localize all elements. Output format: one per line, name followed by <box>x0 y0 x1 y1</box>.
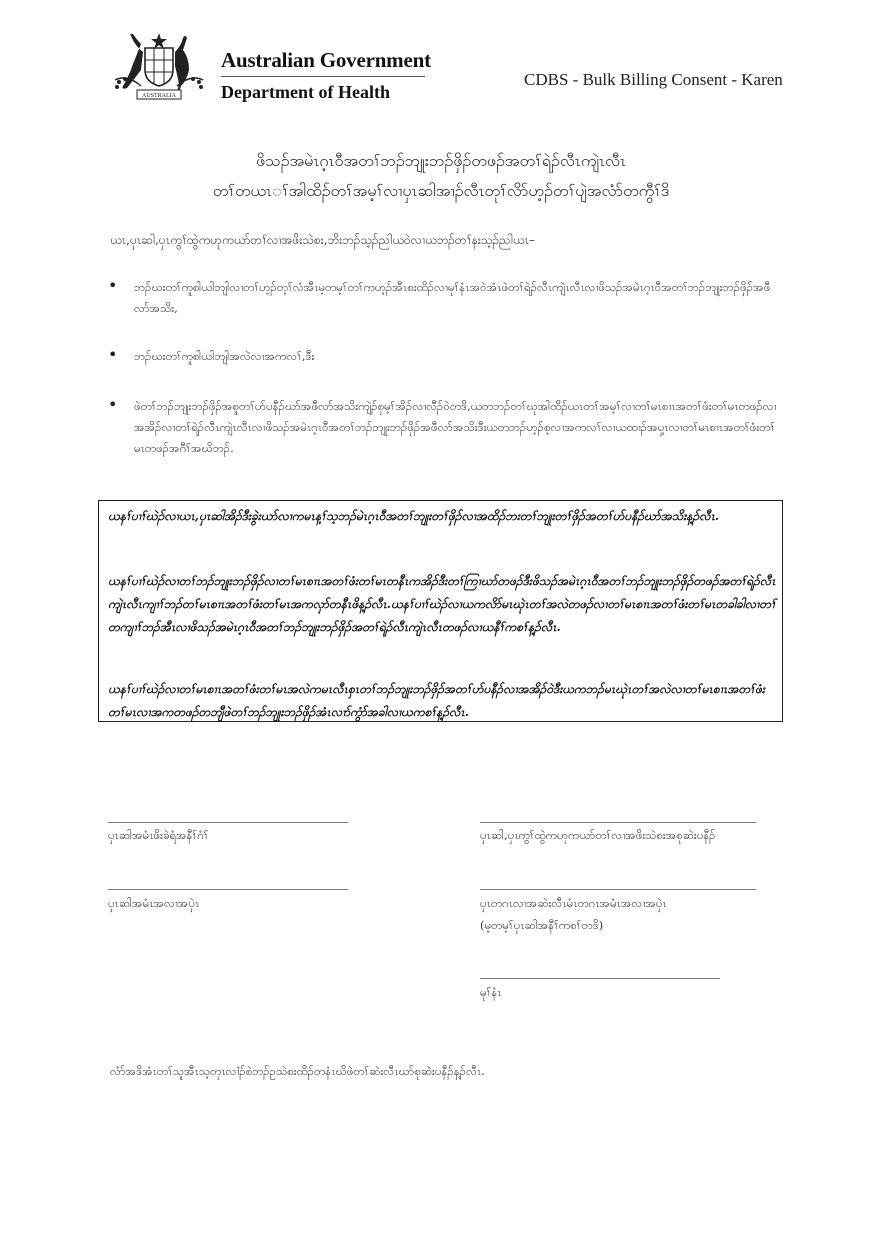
consent-paragraph: ယနၢ်ပၢၢ်ဃဲၣ်လၢယၤ,ပှၤဆါအိၣ်ဒီးခွဲးယာ်လၢကမၤန့ၢ်သ့ဘၣ်မဲၤဂ့ၤဝီအတၢ်ဘျုးတၢ်ဖှိၣ်လၢအထိၣ်ဘးတၢ်ဘျုးတၢ်ဖှိၣ်အတၢ်ဟ်ပနီၣ်ဃာ်အသိးန့ၣ်လီၤ. <box>108 509 720 523</box>
form-title-line-2: တၢ်တယၤၢ်အါထိၣ်တၢ်အမ့ၢ်လၢပှၤဆါအၢၣ်လီၤတုၢ်လိာ်ဟ့ၣ်တၢ်ပျဲအလံာ်တကွီၢ်ဒိ <box>212 181 670 200</box>
guardian-signature-line[interactable] <box>480 822 756 823</box>
header-divider <box>221 76 425 77</box>
patient-signature-label: ပှၤဆါအမံၤဖိးခဲရံအနီၢ်ဂံၢ် <box>108 828 209 842</box>
bullet-icon: • <box>108 395 118 414</box>
bullet-icon: • <box>108 345 118 364</box>
department-name: Department of Health <box>221 82 390 102</box>
validity-note: လံာ်အဒိအံၤတၢ်သူအီၤသ့တုၤလၢံၣ်စဲဘၣ်ဥသဲစးထိၣ်တနံၤဃိဖဲတၢ်ဆဲးလီၤဃာ်စုဆဲးပနီၣ်န့ၣ်လီၤ. <box>110 1064 485 1078</box>
list-item: ဘၣ်ဃးတၢ်ကူစါယါဘျါလၢတၢ်ဟ့ၣ်တ့ၢ်လံအီၤမ့တမ့ၢ်တၢ်ကဟ့ၣ်အီၤစးထိၣ်လၢမုၢ်နံၤအဝဲအံၤဖဲတၢ်ရဲၣ်လီၤကျဲၤလီၤလၢဖိသၣ်အမဲၤဂ့ၤဝီအတၢ်ဘၣ်ဘျုးဘၣ်ဖှိၣ်အဖီလာ်အသိး, <box>134 280 771 315</box>
bullet-icon: • <box>108 276 118 295</box>
guardian-signature-label: ပှၤဆါ,ပှၤကွၢ်ထွဲကဟုကယာ်တၢ်လၢအဖိးသဲစးအစုဆဲးပနီၣ် <box>480 828 716 842</box>
list-item: ဘၣ်ဃးတၢ်ကူစါယါဘျါအလဲလၢအကလၢ်,ဒီး <box>134 349 315 363</box>
guardian-name-note: (မ့တမ့ၢ်ပှၤဆါအနီၢ်ကစၢ်တဒိ) <box>480 918 604 932</box>
intro-statement: ယၤ,ပှၤဆါ,ပှၤကွၢ်ထွဲကဟုကယာ်တၢ်လၢအဖိးသဲစး,ဘိးဘၣ်သ့ၣ်ညါယဝဲလၢယဘၣ်တၢ်နးသ့ၣ်ညါယၤ– <box>110 233 535 247</box>
consent-paragraph: ယနၢ်ပၢၢ်ဃဲၣ်လၢတၢ်ဘၣ်ဘျုးဘၣ်ဖှိၣ်လၢတၢ်မၤစၢၤအတၢ်ဖံးတၢ်မၤတနီၤကအိၣ်ဒီးတၢ်ကြၢဃာ်တဖၣ်ဒီးဖိသၣ်အမဲၤဂ့ၤဝီအတၢ်ဘၣ်ဘျုးဘၣ်ဖှိၣ်တဖၣ်အတၢ်ရဲၣ်လီၤကျဲၤလီၤကျၢၢ်ဘၣ်တၢ်မၤစၢၤအတၢ်ဖံးတၢ်မၤအကလှာ်တနီၤဖိန့ၣ်လီၤ.ယနၢ်ပၢၢ်ဃဲၣ်လၢယကလိာ်မၤဃုဲၤတၢ်အလဲတဖၣ်လၢတၢ်မၤစၢၤအတၢ်ဖံးတၢ်မၤတခါခါလၢတၢ်တကျၢၢ်ဘၣ်အီၤလၢဖိသၣ်အမဲၤဂ့ၤဝီအတၢ်ဘၣ်ဘျုးဘၣ်ဖှိၣ်အတၢ်ရဲၣ်လီၤကျဲၤလီၤတဖၣ်လၢယနီၢ်ကစၢ်န့ၣ်လီၤ. <box>108 574 776 634</box>
form-title-line-1: ဖိသၣ်အမဲၤဂ့ၤဝီအတၢ်ဘၣ်ဘျုးဘၣ်ဖှိၣ်တဖၣ်အတၢ်ရဲၣ်လီၤကျဲၤလီၤ <box>256 151 626 170</box>
list-item: ဖဲတၢ်ဘၣ်ဘျုးဘၣ်ဖှိၣ်အစူတၢ်ဟ်ပနီၣ်ဃာ်အဖီလာ်အသိးကျဲၣ်စှမ့ၢ်အိၣ်လၢလီၣ်ဝဲတဒိ,ယတဘၣ်တၢ်ဃုအါထိၣ်ယၤတၢ်အမ့ၢ်လၢတၢ်မၤစၢၤအတၢ်ဖံးတၢ်မၤတဖၣ်လၢအအိၣ်လၢတၢ်ရဲၣ်လီၤကျဲၤလီၤလၢဖိသၣ်အမဲၤဂ့ၤဝီအတၢ်ဘၣ်ဘျုးဘၣ်ဖှိၣ်အဖီလာ်အသိးဒီးယတဘၣ်ဟ့ၣ်စ့လၢအကလၢ်လၢယထၢၣ်အပှ့ၤလၢတၢ်မၤစၢၤအတၢ်ဖံးတၢ်မၤတဖၣ်အဂီၢ်အဃိဘၣ်. <box>134 399 777 455</box>
date-label: မုၢ်နံၤ <box>480 985 502 999</box>
guardian-name-line[interactable] <box>480 889 756 890</box>
government-name: Australian Government <box>221 48 431 72</box>
patient-name-line[interactable] <box>108 889 348 890</box>
crest-motto: AUSTRALIA <box>142 93 176 99</box>
patient-name-label: ပှၤဆါအမံၤအလၢအပှဲၤ <box>108 896 200 910</box>
document-code: CDBS - Bulk Billing Consent - Karen <box>524 70 783 89</box>
date-line[interactable] <box>480 978 720 979</box>
patient-signature-line[interactable] <box>108 822 348 823</box>
guardian-name-label: ပှၤတဂၤလၢအဆဲးလီၤမံၤတဂၤအမံၤအလၢအပှဲၤ <box>480 896 667 910</box>
coat-of-arms-logo <box>107 30 211 100</box>
consent-paragraph: ယနၢ်ပၢၢ်ဃဲၣ်လၢတၢ်မၤစၢၤအတၢ်ဖံးတၢ်မၤအလဲကမၤလီၤစှၤတၢ်ဘၣ်ဘျုးဘၣ်ဖှိၣ်အတၢ်ဟ်ပနီၣ်လၢအအိၣ်ဝဲဒီးယကဘၣ်မၤဃုဲၤတၢ်အလဲလၢတၢ်မၤစၢၤအတၢ်ဖံးတၢ်မၤလၢအကတဖၣ်တဘျီဖဲတၢ်ဘၣ်ဘျုးဘၣ်ဖှိၣ်အံၤလၢာ်ကွံာ်အခါလၢယကစၢ်န့ၣ်လီၤ. <box>108 682 765 719</box>
